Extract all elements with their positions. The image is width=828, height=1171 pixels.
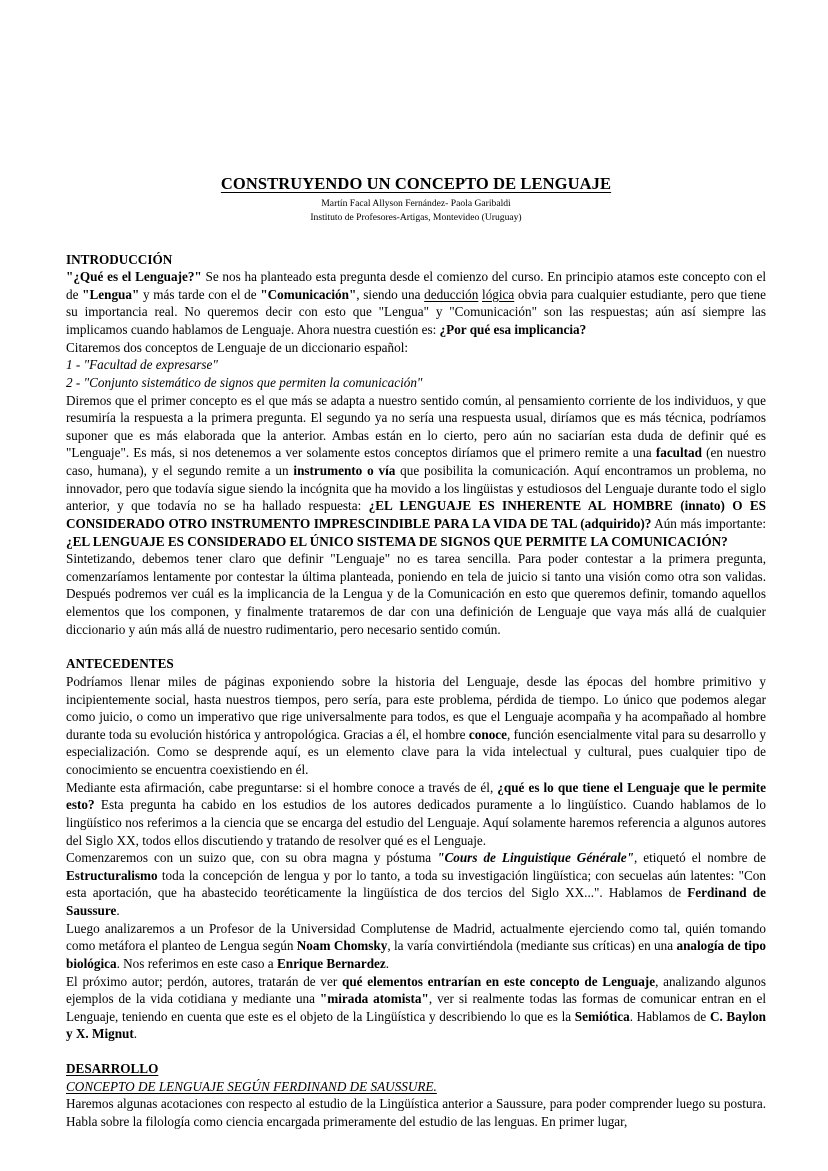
term-facultad: facultad <box>655 445 702 461</box>
ant3-text-1: Comenzaremos con un suizo que, con su obra magna y póstuma <box>66 850 438 866</box>
antecedentes-paragraph-3 <box>66 849 766 920</box>
subheading-concepto-saussure: CONCEPTO DE LENGUAJE SEGÚN FERDINAND DE SAUSSURE. <box>66 1078 437 1094</box>
work-title-cours: "Cours de Linguistique Générale" <box>437 850 634 866</box>
intro3-text-4: Aún más importante: <box>651 515 766 531</box>
section-antecedentes <box>66 655 766 1043</box>
section-desarrollo <box>66 1060 766 1130</box>
affiliation-line: Instituto de Profesores-Artigas, Montevideo (Uruguay) <box>310 212 522 224</box>
underlined-logica: lógica <box>482 286 515 302</box>
ant5-text-3: , ver si realmente todas las formas de comunicar entran en el Lenguaje, teniendo en cuenta que este es el objeto de la Lingüística y describiendo lo que es la <box>66 991 766 1024</box>
bold-question-permite: ¿qué es lo que tiene el Lenguaje que le permite esto? <box>66 779 766 813</box>
ant5-text-4: . Hablamos de <box>629 1008 710 1024</box>
intro-paragraph-4: Sintetizando, debemos tener claro que definir "Lenguaje" no es tarea sencilla. Para poder contestar a la primera pregunta, comenzaríamos lentamente por contestar la última planteada, poniendo en tela de juicio si tanto una visión como otra son validas. Después podremos ver cuál es la implicancia de la Lengua y de la Comunicación en esto que queremos definir, tomando aquellos elementos que los componen, y finalmente trataremos de dar con una definición de Lenguaje que vaya más allá de cualquier diccionario y aún más allá de nuestro rudimentario, pero necesario sentido común. <box>66 551 766 637</box>
intro-text-5: obvia para cualquier estudiante, pero que tiene su importancia real. No queremos decir con esto que "Lengua" y "Comunicación" son las respuestas; aún así siempre las implicamos cuando hablamos de Lenguaje. Ahora nuestra cuestión es: <box>66 286 766 338</box>
term-conoce: conoce <box>468 726 507 742</box>
author-bernardez: Enrique Bernardez <box>276 955 386 971</box>
antecedentes-paragraph-2 <box>66 779 766 850</box>
antecedentes-paragraph-4 <box>66 920 766 973</box>
ant1-text-2: , función esencialmente vital para su desarrollo y especialización. Como se desprende aquí, es un elemento clave para la vida intelectual y cultural, pues cualquier tipo de conocimiento se encuentra coexistiendo en él. <box>66 726 766 778</box>
heading-desarrollo: DESARROLLO <box>66 1061 159 1077</box>
intro3-text-2: (en nuestro caso, humana), y el segundo remite a un <box>66 445 766 479</box>
author-saussure: Ferdinand de Saussure <box>66 885 766 919</box>
ant4-text-3: . Nos referimos en este caso a <box>116 955 277 971</box>
intro-paragraph-2: Citaremos dos conceptos de Lenguaje de un diccionario español: <box>66 339 409 355</box>
intro3-text-1: Diremos que el primer concepto es el que más se adapta a nuestro sentido común, al pensamiento corriente de los individuos, y que resumiría la respuesta a la primera pregunta. El segundo ya no sería una respuesta usual, diríamos que es más técnica, podríamos suponer que es más elaborada que la anterior. Ambas están en lo cierto, pero aún no saciarían esta duda de definir qué es "Lenguaje". Es más, si nos detenemos a ver solamente estos conceptos diríamos que el primero remite a una <box>66 392 766 461</box>
intro-paragraph-1 <box>66 268 766 339</box>
title-block <box>66 174 766 225</box>
antecedentes-paragraph-5 <box>66 973 766 1044</box>
ant5-text-2: , analizando algunos ejemplos de la vida cotidiana y mediante una <box>66 973 766 1007</box>
capital-question-1: ¿EL LENGUAJE ES INHERENTE AL HOMBRE (innato) O ES CONSIDERADO OTRO INSTRUMENTO IMPRESCINDIBLE PARA LA VIDA DE TAL (adquirido)? <box>66 498 766 531</box>
term-comunicacion: "Comunicación" <box>260 286 357 302</box>
capital-question-2: ¿EL LENGUAJE ES CONSIDERADO EL ÚNICO SISTEMA DE SIGNOS QUE PERMITE LA COMUNICACIÓN? <box>66 533 728 549</box>
ant3-text-3: toda la concepción de lengua y por lo tanto, a toda su investigación lingüística; con secuelas aún latentes: "Con esta aportación, que ha abastecido teoréticamente la lingüística de dos tercios del Siglo XX...". Hablamos de <box>66 867 766 901</box>
ant4-text-4: . <box>385 955 390 971</box>
ant5-text-5: . <box>133 1026 138 1042</box>
term-lengua: "Lengua" <box>82 286 140 302</box>
antecedentes-paragraph-1 <box>66 673 766 779</box>
page-title: CONSTRUYENDO UN CONCEPTO DE LENGUAJE <box>220 174 612 193</box>
document-content <box>66 0 766 1130</box>
byline <box>66 197 766 224</box>
spacer-before-antecedentes <box>66 638 766 655</box>
underlined-deduccion: deducción <box>424 286 479 302</box>
heading-antecedentes: ANTECEDENTES <box>66 656 174 672</box>
ant3-text-4: . <box>116 903 120 919</box>
intro-text-3: , siendo una <box>356 286 425 302</box>
spacer-before-desarrollo <box>66 1043 766 1060</box>
author-chomsky: Noam Chomsky <box>296 938 388 954</box>
section-introduccion <box>66 251 766 639</box>
term-analogia-biologica: analogía de tipo biológica <box>66 938 766 971</box>
ant1-text-1: Podríamos llenar miles de páginas exponiendo sobre la historia del Lenguaje, desde las épocas del hombre primitivo y incipientemente social, hasta nuestros tiempos, pero sería, para este problema, pérdida de tiempo. Lo único que podemos alegar como juicio, o como un imperativo que rige universalmente para todos, es que el Lenguaje acompaña y ha acompañado al hombre durante toda su evolución histórica y antropológica. Gracias a él, el hombre <box>66 673 766 742</box>
bold-que-elementos: qué elementos entrarían en este concepto de Lenguaje <box>342 973 656 989</box>
authors-baylon-mignut: C. Baylon y X. Mignut <box>66 1008 767 1042</box>
term-estructuralismo: Estructuralismo <box>66 867 158 883</box>
term-semiotica: Semiótica <box>574 1008 630 1024</box>
ant3-text-2: , etiquetó el nombre de <box>633 850 766 866</box>
desarrollo-paragraph-1: Haremos algunas acotaciones con respecto al estudio de la Lingüística anterior a Saussure, para poder comprender luego su postura. Habla sobre la filología como ciencia encargada primeramente del estudio de las lenguas. En primer lugar, <box>66 1096 766 1129</box>
intro-bold-question: ¿Por qué esa implicancia? <box>439 322 587 338</box>
term-instrumento-o-via: instrumento o vía <box>293 463 396 479</box>
definition-2: 2 - "Conjunto sistemático de signos que permiten la comunicación" <box>66 374 423 390</box>
intro-paragraph-3 <box>66 392 766 551</box>
ant2-text-1: Mediante esta afirmación, cabe preguntarse: si el hombre conoce a través de él, <box>66 779 498 795</box>
authors-line: Martín Facal Allyson Fernández- Paola Garibaldi <box>321 198 511 210</box>
term-mirada-atomista: "mirada atomista" <box>319 991 429 1007</box>
intro-text-2: y más tarde con el de <box>139 286 261 302</box>
heading-introduccion: INTRODUCCIÓN <box>66 251 173 267</box>
ant2-text-2: Esta pregunta ha cabido en los estudios de los autores dedicados puramente a lo lingüístico. Cuando hablamos de lo lingüístico nos referimos a la ciencia que se encarga del estudio del Lenguaje. Aquí solamente haremos referencia a algunos autores del Siglo XX, todos ellos discutiendo y tratando de resolver qué es el Lenguaje. <box>66 797 766 848</box>
intro-text-1: Se nos ha planteado esta pregunta desde el comienzo del curso. En principio atamos este concepto con el de <box>66 269 766 302</box>
intro3-text-3: que posibilita la comunicación. Aquí encontramos un problema, no innovador, pero que todavía sigue siendo la incógnita que ha movido a los lingüistas y estudiosos del Lenguaje durante todo el siglo anterior, y que todavía no se ha hallado respuesta: <box>66 463 767 514</box>
definition-1: 1 - "Facultad de expresarse" <box>66 357 218 373</box>
ant4-text-2: , la varía convirtiéndola (mediante sus críticas) en una <box>387 938 677 954</box>
ant4-text-1: Luego analizaremos a un Profesor de la Universidad Complutense de Madrid, actualmente ejerciendo como tal, quién tomando como metáfora el planteo de Lengua según <box>66 920 766 954</box>
intro-question-lead: "¿Qué es el Lenguaje?" <box>66 269 202 285</box>
ant5-text-1: El próximo autor; perdón, autores, tratarán de ver <box>66 973 342 989</box>
